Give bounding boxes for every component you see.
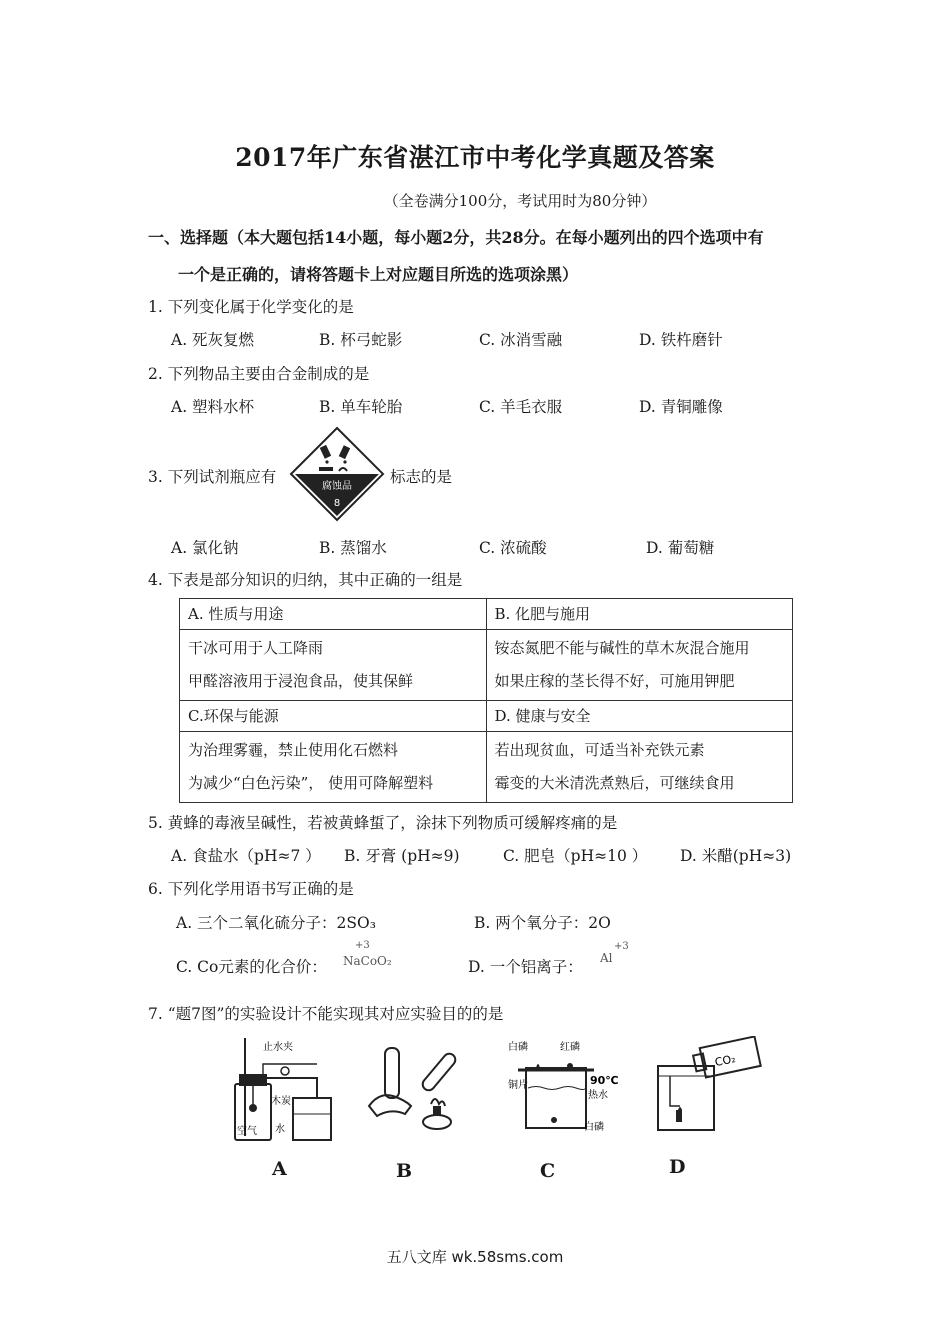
- question-1-stem: 1. 下列变化属于化学变化的是: [148, 298, 354, 316]
- question-5-option-b: B. 牙膏 (pH≈9): [344, 847, 460, 865]
- question-3-option-d: D. 葡萄糖: [646, 539, 715, 557]
- question-5-option-d: D. 米醋(pH≈3): [680, 847, 792, 865]
- flame-icon: [431, 1099, 445, 1106]
- figure-a-label: A: [272, 1158, 287, 1180]
- label-white-phosphorus-bottom: 白磷: [584, 1122, 604, 1133]
- question-2-option-b: B. 单车轮胎: [319, 398, 403, 416]
- page-title: 2017年广东省湛江市中考化学真题及答案: [235, 143, 715, 172]
- knowledge-table: [179, 598, 793, 803]
- table-line: 为减少“白色污染”， 使用可降解塑料: [188, 774, 434, 792]
- figure-b-label: B: [396, 1160, 413, 1182]
- table-cell-d-head: D. 健康与安全: [486, 701, 793, 732]
- figure-d-label: D: [669, 1156, 686, 1178]
- question-3-option-a: A. 氯化钠: [171, 539, 239, 557]
- label-water: 水: [275, 1124, 285, 1135]
- table-cell-a-head: A. 性质与用途: [180, 599, 487, 630]
- figure-c-combustion-experiment: [500, 1038, 620, 1138]
- question-2-stem: 2. 下列物品主要由合金制成的是: [148, 365, 370, 383]
- question-5-option-a: A. 食盐水（pH≈7 ）: [171, 847, 321, 865]
- table-cell-b-head: B. 化肥与施用: [486, 599, 793, 630]
- footer-watermark: 五八文库 wk.58sms.com: [386, 1248, 564, 1266]
- table-cell-d-body: [486, 732, 793, 803]
- table-cell-c-head: C.环保与能源: [180, 701, 487, 732]
- ion-charge-superscript: +3: [614, 941, 629, 952]
- question-6-option-b: B. 两个氧分子：2O: [474, 914, 611, 932]
- question-3-stem-before: 3. 下列试剂瓶应有: [148, 468, 277, 486]
- valence-superscript: +3: [355, 940, 370, 951]
- table-line: 为治理雾霾，禁止使用化石燃料: [188, 741, 399, 759]
- table-line: 若出现贫血，可适当补充铁元素: [494, 741, 705, 759]
- question-2-option-a: A. 塑料水杯: [171, 398, 255, 416]
- label-red-phosphorus: 红磷: [560, 1042, 580, 1053]
- question-6-stem: 6. 下列化学用语书写正确的是: [148, 880, 354, 898]
- figure-a-apparatus: [225, 1036, 340, 1146]
- hazard-sign-label: 腐蚀品: [322, 481, 352, 492]
- label-air: 空气: [237, 1126, 257, 1137]
- question-1-option-b: B. 杯弓蛇影: [319, 331, 403, 349]
- question-6-option-a: A. 三个二氧化硫分子：2SO₃: [176, 914, 376, 932]
- question-3-option-b: B. 蒸馏水: [319, 539, 387, 557]
- figure-b-heating-test-tube: [365, 1046, 475, 1136]
- section-heading-line1: 一、选择题（本大题包括14小题，每小题2分，共28分。在每小题列出的四个选项中有: [148, 228, 764, 247]
- table-cell-a-body: [180, 630, 487, 701]
- table-cell-c-body: [180, 732, 487, 803]
- table-line: 甲醛溶液用于浸泡食品，使其保鲜: [188, 672, 414, 690]
- exam-info: （全卷满分100分，考试用时为80分钟）: [383, 192, 657, 210]
- question-7-stem: 7. “题7图”的实验设计不能实现其对应实验目的的是: [148, 1005, 504, 1023]
- figure-c-label: C: [540, 1160, 556, 1182]
- figure-d-co2-pouring: [640, 1036, 765, 1136]
- question-6-option-c: C. Co元素的化合价：: [176, 958, 327, 976]
- label-clip: 止水夹: [263, 1042, 293, 1053]
- table-cell-b-body: [486, 630, 793, 701]
- question-1-option-d: D. 铁杵磨针: [639, 331, 723, 349]
- formula-image-text: NaCoO₂: [343, 954, 392, 968]
- label-carbon: 木炭: [271, 1096, 291, 1107]
- ion-formula-text: Al: [600, 951, 613, 965]
- label-white-phosphorus: 白磷: [508, 1042, 528, 1053]
- question-5-stem: 5. 黄蜂的毒液呈碱性，若被黄蜂蜇了，涂抹下列物质可缓解疼痛的是: [148, 814, 618, 832]
- label-copper-sheet: 铜片: [508, 1080, 528, 1091]
- label-co2: CO₂: [713, 1052, 737, 1070]
- question-2-option-d: D. 青铜雕像: [639, 398, 723, 416]
- table-line: 干冰可用于人工降雨: [188, 639, 324, 657]
- table-line: 铵态氮肥不能与碱性的草木灰混合施用: [494, 639, 750, 657]
- question-5-option-c: C. 肥皂（pH≈10 ）: [503, 847, 648, 865]
- table-line: 霉变的大米清洗煮熟后，可继续食用: [494, 774, 735, 792]
- question-6-option-d: D. 一个铝离子：: [468, 958, 583, 976]
- question-3-stem-after: 标志的是: [390, 468, 453, 486]
- candle-flame-icon: [678, 1107, 682, 1110]
- question-3-option-c: C. 浓硫酸: [479, 539, 547, 557]
- question-4-stem: 4. 下表是部分知识的归纳，其中正确的一组是: [148, 571, 463, 589]
- table-line: 如果庄稼的茎长得不好，可施用钾肥: [494, 672, 735, 690]
- alcohol-lamp-icon: [423, 1115, 451, 1129]
- question-1-option-c: C. 冰消雪融: [479, 331, 563, 349]
- question-2-option-c: C. 羊毛衣服: [479, 398, 563, 416]
- hazard-class-number: 8: [333, 498, 341, 509]
- section-heading-line2: 一个是正确的，请将答题卡上对应题目所选的选项涂黑）: [178, 265, 579, 284]
- label-hot-water: 热水: [588, 1090, 608, 1101]
- label-temperature: 90℃: [590, 1074, 619, 1087]
- corrosive-hazard-sign: [289, 426, 385, 522]
- question-1-option-a: A. 死灰复燃: [171, 331, 255, 349]
